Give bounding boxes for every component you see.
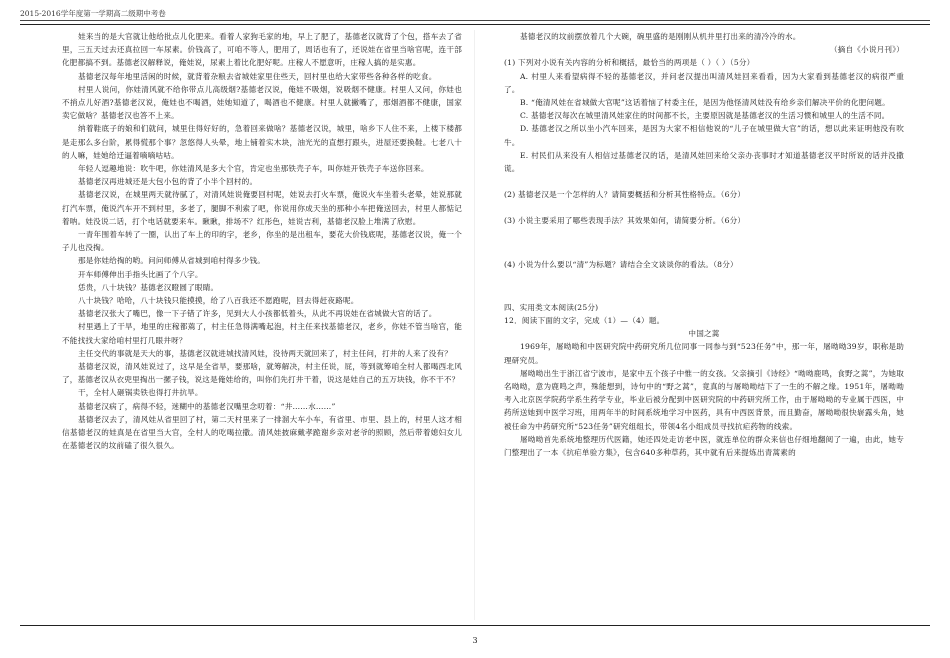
article-paragraph: 屠呦呦出生于浙江省宁波市，是家中五个孩子中惟一的女孩。父亲摘引《诗经》“呦呦鹿鸣，食野之蒿”，为她取名呦呦，意为鹿鸣之声，殊能想到，诗句中的“野之蒿”，竟真的与屠呦呦结下了一生的不解之缘。1951年，屠呦呦考入北京医学院药学系生药学专业，毕业后被分配到中医研究院的中药研究所工作，由于屠呦呦的专业属于西医，中药所送她到中医学习班，用两年半的时间系统地学习中医药，具有中西医背景，而且勤奋，屠呦呦很快崭露头角，她被任命为中药研究所“523任务”研究组组长，带领4名小组成员寻找抗疟药物的线索。 [504,368,904,431]
story-paragraph: 主任交代的事就是天大的事，基德老汉就进城找清风娃，没待两天就回来了，村主任问，打井的人来了没有？ [78,348,453,358]
section-4-heading: 四、实用类文本阅读(25分) [504,302,599,312]
question-1-option-d: D. 基德老汉之所以坐小汽车回来，是因为大家不相信他说的“儿子在城里做大官”的话，想以此来证明他没有吹牛。 [504,124,904,147]
story-paragraph: 基德老汉再进城还是大包小包的背了小半个回村的。 [78,177,258,187]
question-1-option-e: E. 村民们从来没有人相信过基德老汉的话，是清风娃回来给父亲办丧事时才知道基德老汉平时所说的话并没撒谎。 [504,150,904,174]
question-1-option-c: C. 基德老汉每次在城里清风娃家住的时间都不长，主要原因就是基德老汉的生活习惯和城里人的生活不同。 [520,111,890,121]
question-2: (2) 基德老汉是一个怎样的人？请简要概括和分析其性格特点。（6分） [504,190,746,200]
page-border-top [20,24,930,25]
story-paragraph: 八十块钱？哈哈，八十块钱只能摸摸，给了八百我还不愿跑呢，回去得赶夜路呢。 [78,296,359,306]
story-paragraph: 干，全村人砸锅卖铁也得打井抗旱。 [78,388,203,398]
question-1-option-b: B. “俺清风娃在省城做大官呢”这话着恼了村委主任，是因为他怪清风娃没有给乡亲们解决平价的化肥问题。 [520,98,890,108]
question-12-instruction: 12．阅读下面的文字，完成（1）—（4）题。 [504,316,665,326]
story-paragraph: 年轻人逗趣地说：吹牛吧，你娃清风是多大个官，肯定也坐那铁壳子车，叫你娃开铁壳子车送你回来。 [78,164,429,174]
story-paragraph: 基德老汉说，清风娃说过了，这早是全省旱，要那啥，就筹解决，村主任说，屁，等到就筹咱全村人都喝西北风了，基德老汉从衣兜里掏出一摞子钱，说这是俺娃给的，叫你们先打井干着，说这是娃自己的五万块钱，你不干不？ [62,362,462,385]
header-rule [20,20,930,21]
story-paragraph: 基德老汉去了，清风娃从省里回了村，第二天村里来了一排溜大车小车，有省里、市里、县上的，村里人这才相信基德老汉的娃真是在省里当大官，全村人的吃喝拉撒。清风娃披麻戴孝跪谢乡亲对老爷的照顾，然后带着媳妇女儿在基德老汉的坟前磕了很久很久。 [62,414,462,451]
story-paragraph: 那是你娃给掏的哟。问问师傅从省城到咱村得多少钱。 [78,256,266,266]
right-column [504,30,904,459]
story-paragraph: 基德老汉每年地里活闲的时候，就背着杂粮去省城娃家里住些天，回村里也给大家带些各种各样的吃食。 [78,71,437,81]
story-paragraph: 娃来当的是大官就让他给批点儿化肥来。看着人家狗毛家的地，早上了肥了，基德老汉就背了个包，搭车去了省里，三五天过去还真拉回一车尿素。价钱高了，可咱不等人，肥用了，周话也有了，还说娃在省里当啥官呢，连干部化肥都搞不到。基德老汉解释说，俺娃说，尿素上着比化肥好呢。庄稼人不愿意听，庄稼人搞的是实惠。 [62,32,462,68]
page-border-bottom [20,625,930,626]
story-paragraph: 基德老汉病了，病得不轻，迷糊中的基德老汉嘴里念叨着：“井……水……” [78,401,336,411]
story-paragraph: 恁贵，八十块钱？基德老汉瞪圆了眼睛。 [78,282,219,292]
page-number: 3 [472,636,478,645]
story-paragraph: 村里人说问，你娃清风就不给你带点儿高级烟?基德老汉说，俺娃不吸烟，说吸烟不健康。村里人又问，你娃也不捎点儿好酒?基德老汉说，俺娃也不喝酒，娃她知道了，喝酒也不健康。村里人就撇嘴了，那烟酒都不健康，国家卖它做啥？基德老汉也答不上来。 [62,84,462,121]
question-1-option-a: A. 村里人来看望病得不轻的基德老汉，并问老汉提出叫清风娃回来看看，因为大家看到基德老汉的病很严重了。 [504,71,904,94]
article-paragraph: 屠呦呦首先系统地整理历代医籍，她还四处走访老中医，就连单位的群众来信也仔细地翻阅了一遍，由此，她专门整理出了一本《抗疟单验方集》，包含640多种草药，其中就有后来提炼出青蒿素的 [504,434,904,458]
story-ending: 基德老汉的坟前摆放着几个大碗，碗里盛的是刚刚从机井里打出来的清冷冷的水。 [520,32,801,41]
story-source: （摘自《小说月刊》） [829,45,904,55]
article-title: 中国之蒿 [688,329,720,339]
story-paragraph: 基德老汉说，在城里两天就待腻了，对清风娃说俺要回村呢，娃说去打火车票，俺说火车坐着头老晕，娃说那就打汽车票，俺说汽车开不到村里，多老了，腿脚不利索了吧，你说用你成天坐的那种小车把俺送回去，村里人都惦记着呐。娃没说二话，打个电话就要来车。瞅瞅，排场不？红彤色，娃说吉利，基德老汉脸上堆满了欣慰。 [62,190,462,226]
story-paragraph: 一青年围着车转了一圈，认出了车上的印的字，老乡，你坐的是出租车，要花大价钱底呢，基德老汉说，俺一个子儿也没掏。 [62,230,462,253]
story-paragraph: 开车师傅伸出手指头比画了个八字。 [78,269,203,279]
question-4: (4) 小说为什么要以“清”为标题？请结合全文谈谈你的看法。（8分） [504,259,738,269]
story-paragraph: 村里遇上了干旱，地里的庄稼都蔫了，村主任急得满嘴起泡，村主任来找基德老汉，老乡，你娃不管当啥官，能不能找找大家给咱村里打几眼井呀？ [62,322,462,345]
question-1-stem: (1) 下列对小说有关内容的分析和概括，最恰当的两项是（ ）（ ）（5分） [504,58,755,68]
article-paragraph: 1969年，屠呦呦和中医研究院中药研究所几位同事一同参与到“523任务”中，那一年，屠呦呦39岁，职称是助理研究员。 [504,342,904,365]
page-header: 2015-2016学年度第一学期高二级期中考卷 [20,9,166,18]
column-divider [474,30,475,620]
story-paragraph: 基德老汉张大了嘴巴，像一下子错了许多，见到大人小孩都低着头，从此不再说娃在省城做大官的话了。 [78,309,437,319]
question-3: (3) 小说主要采用了哪些表现手法？其效果如何，请简要分析。（6分） [504,216,746,226]
left-column [62,30,462,453]
story-paragraph: 纳着鞋底子的娘和们就问，城里住得好好的，急着回来做啥？基德老汉说，城里，啥乡下人住不来，上楼下楼都是走那么多台阶，累得慌那个事？忽悠得人头晕，地上铺着实木块，油光光的直想打跟头，进屋还要换鞋。七老八十的人嘛，娃她给迁逼着嘀嘀咕咕。 [62,124,462,160]
